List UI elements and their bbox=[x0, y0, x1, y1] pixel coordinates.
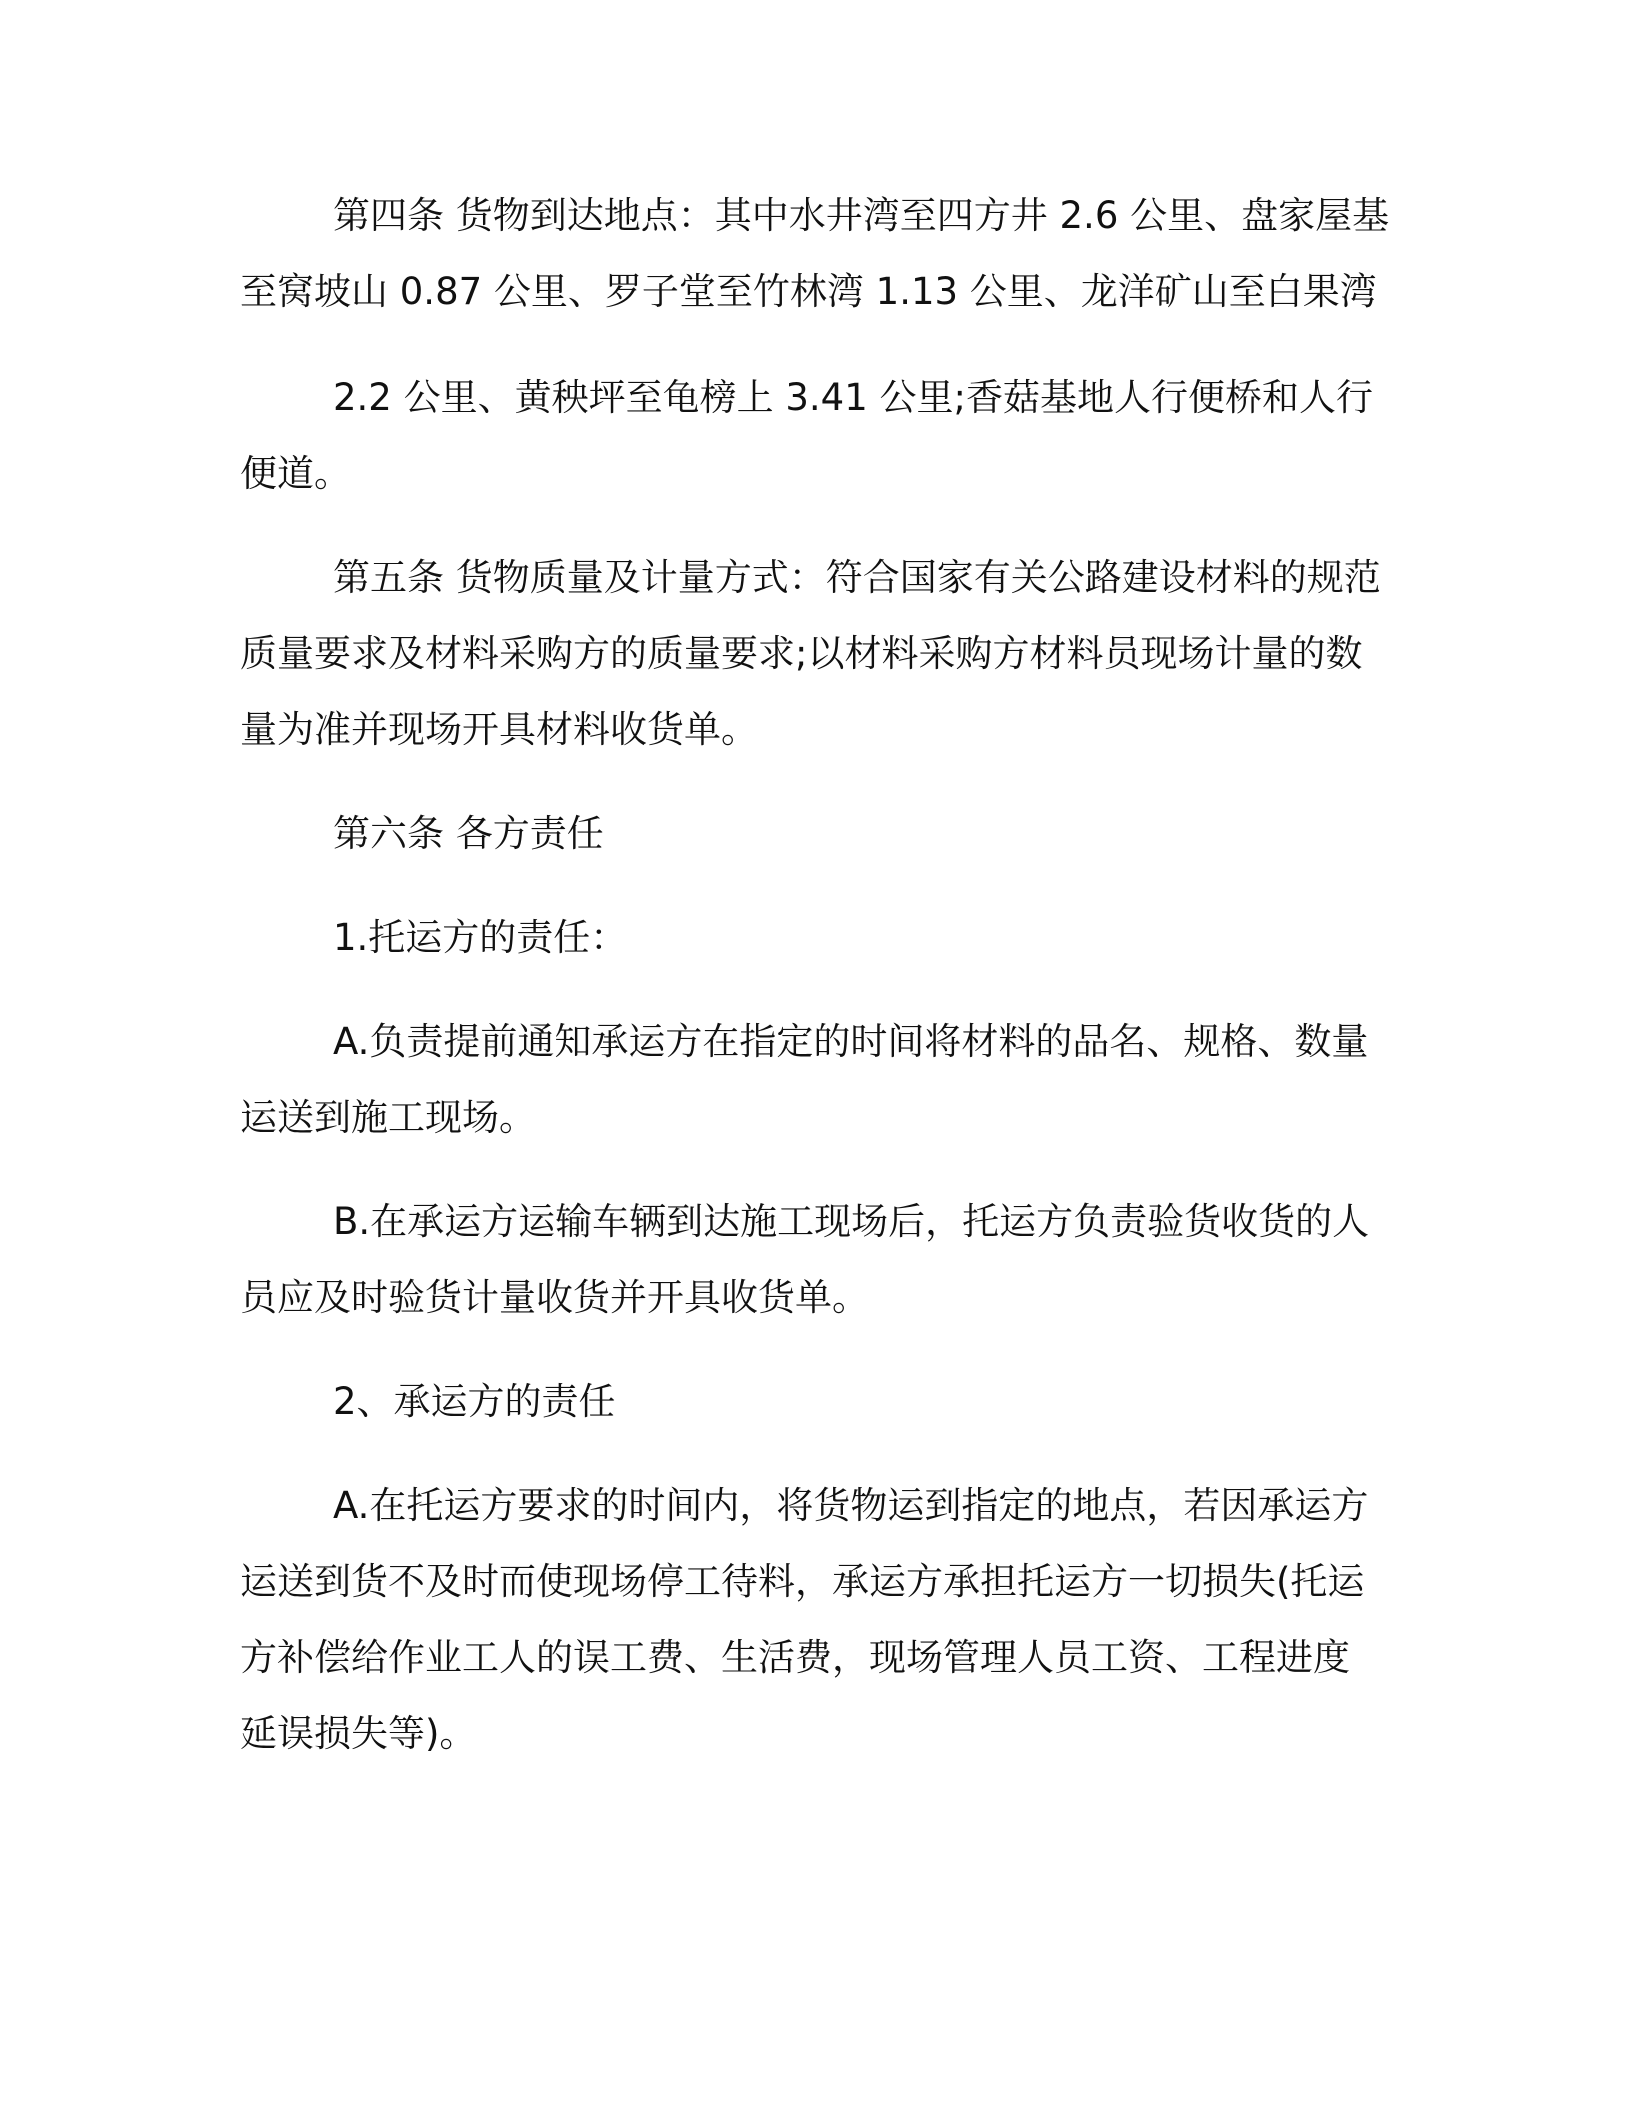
shipper-a-line-1: A.负责提前通知承运方在指定的时间将材料的品名、规格、数量 bbox=[333, 1020, 1369, 1063]
carrier-a-line-2: 运送到货不及时而使现场停工待料，承运方承担托运方一切损失(托运 bbox=[240, 1560, 1365, 1603]
article4-line-3: 2.2 公里、黄秧坪至龟榜上 3.41 公里;香菇基地人行便桥和人行 bbox=[333, 376, 1373, 419]
article6-title: 第六条 各方责任 bbox=[333, 812, 604, 855]
carrier-heading: 2、承运方的责任 bbox=[333, 1380, 616, 1423]
shipper-b-line-1: B.在承运方运输车辆到达施工现场后，托运方负责验货收货的人 bbox=[333, 1200, 1370, 1243]
shipper-heading: 1.托运方的责任： bbox=[333, 916, 628, 959]
article5-line-2: 质量要求及材料采购方的质量要求;以材料采购方材料员现场计量的数 bbox=[240, 632, 1363, 675]
article5-line-3: 量为准并现场开具材料收货单。 bbox=[240, 708, 758, 751]
carrier-a-line-4: 延误损失等)。 bbox=[240, 1712, 477, 1755]
article5-line-1: 第五条 货物质量及计量方式：符合国家有关公路建设材料的规范 bbox=[333, 556, 1381, 599]
carrier-a-line-3: 方补偿给作业工人的误工费、生活费，现场管理人员工资、工程进度 bbox=[240, 1636, 1350, 1679]
shipper-a-line-2: 运送到施工现场。 bbox=[240, 1096, 536, 1139]
article4-line-4: 便道。 bbox=[240, 452, 351, 495]
shipper-b-line-2: 员应及时验货计量收货并开具收货单。 bbox=[240, 1276, 869, 1319]
article4-line-1: 第四条 货物到达地点：其中水井湾至四方井 2.6 公里、盘家屋基 bbox=[333, 194, 1390, 237]
article4-line-2: 至窝坡山 0.87 公里、罗子堂至竹林湾 1.13 公里、龙洋矿山至白果湾 bbox=[240, 270, 1377, 313]
carrier-a-line-1: A.在托运方要求的时间内，将货物运到指定的地点，若因承运方 bbox=[333, 1484, 1369, 1527]
